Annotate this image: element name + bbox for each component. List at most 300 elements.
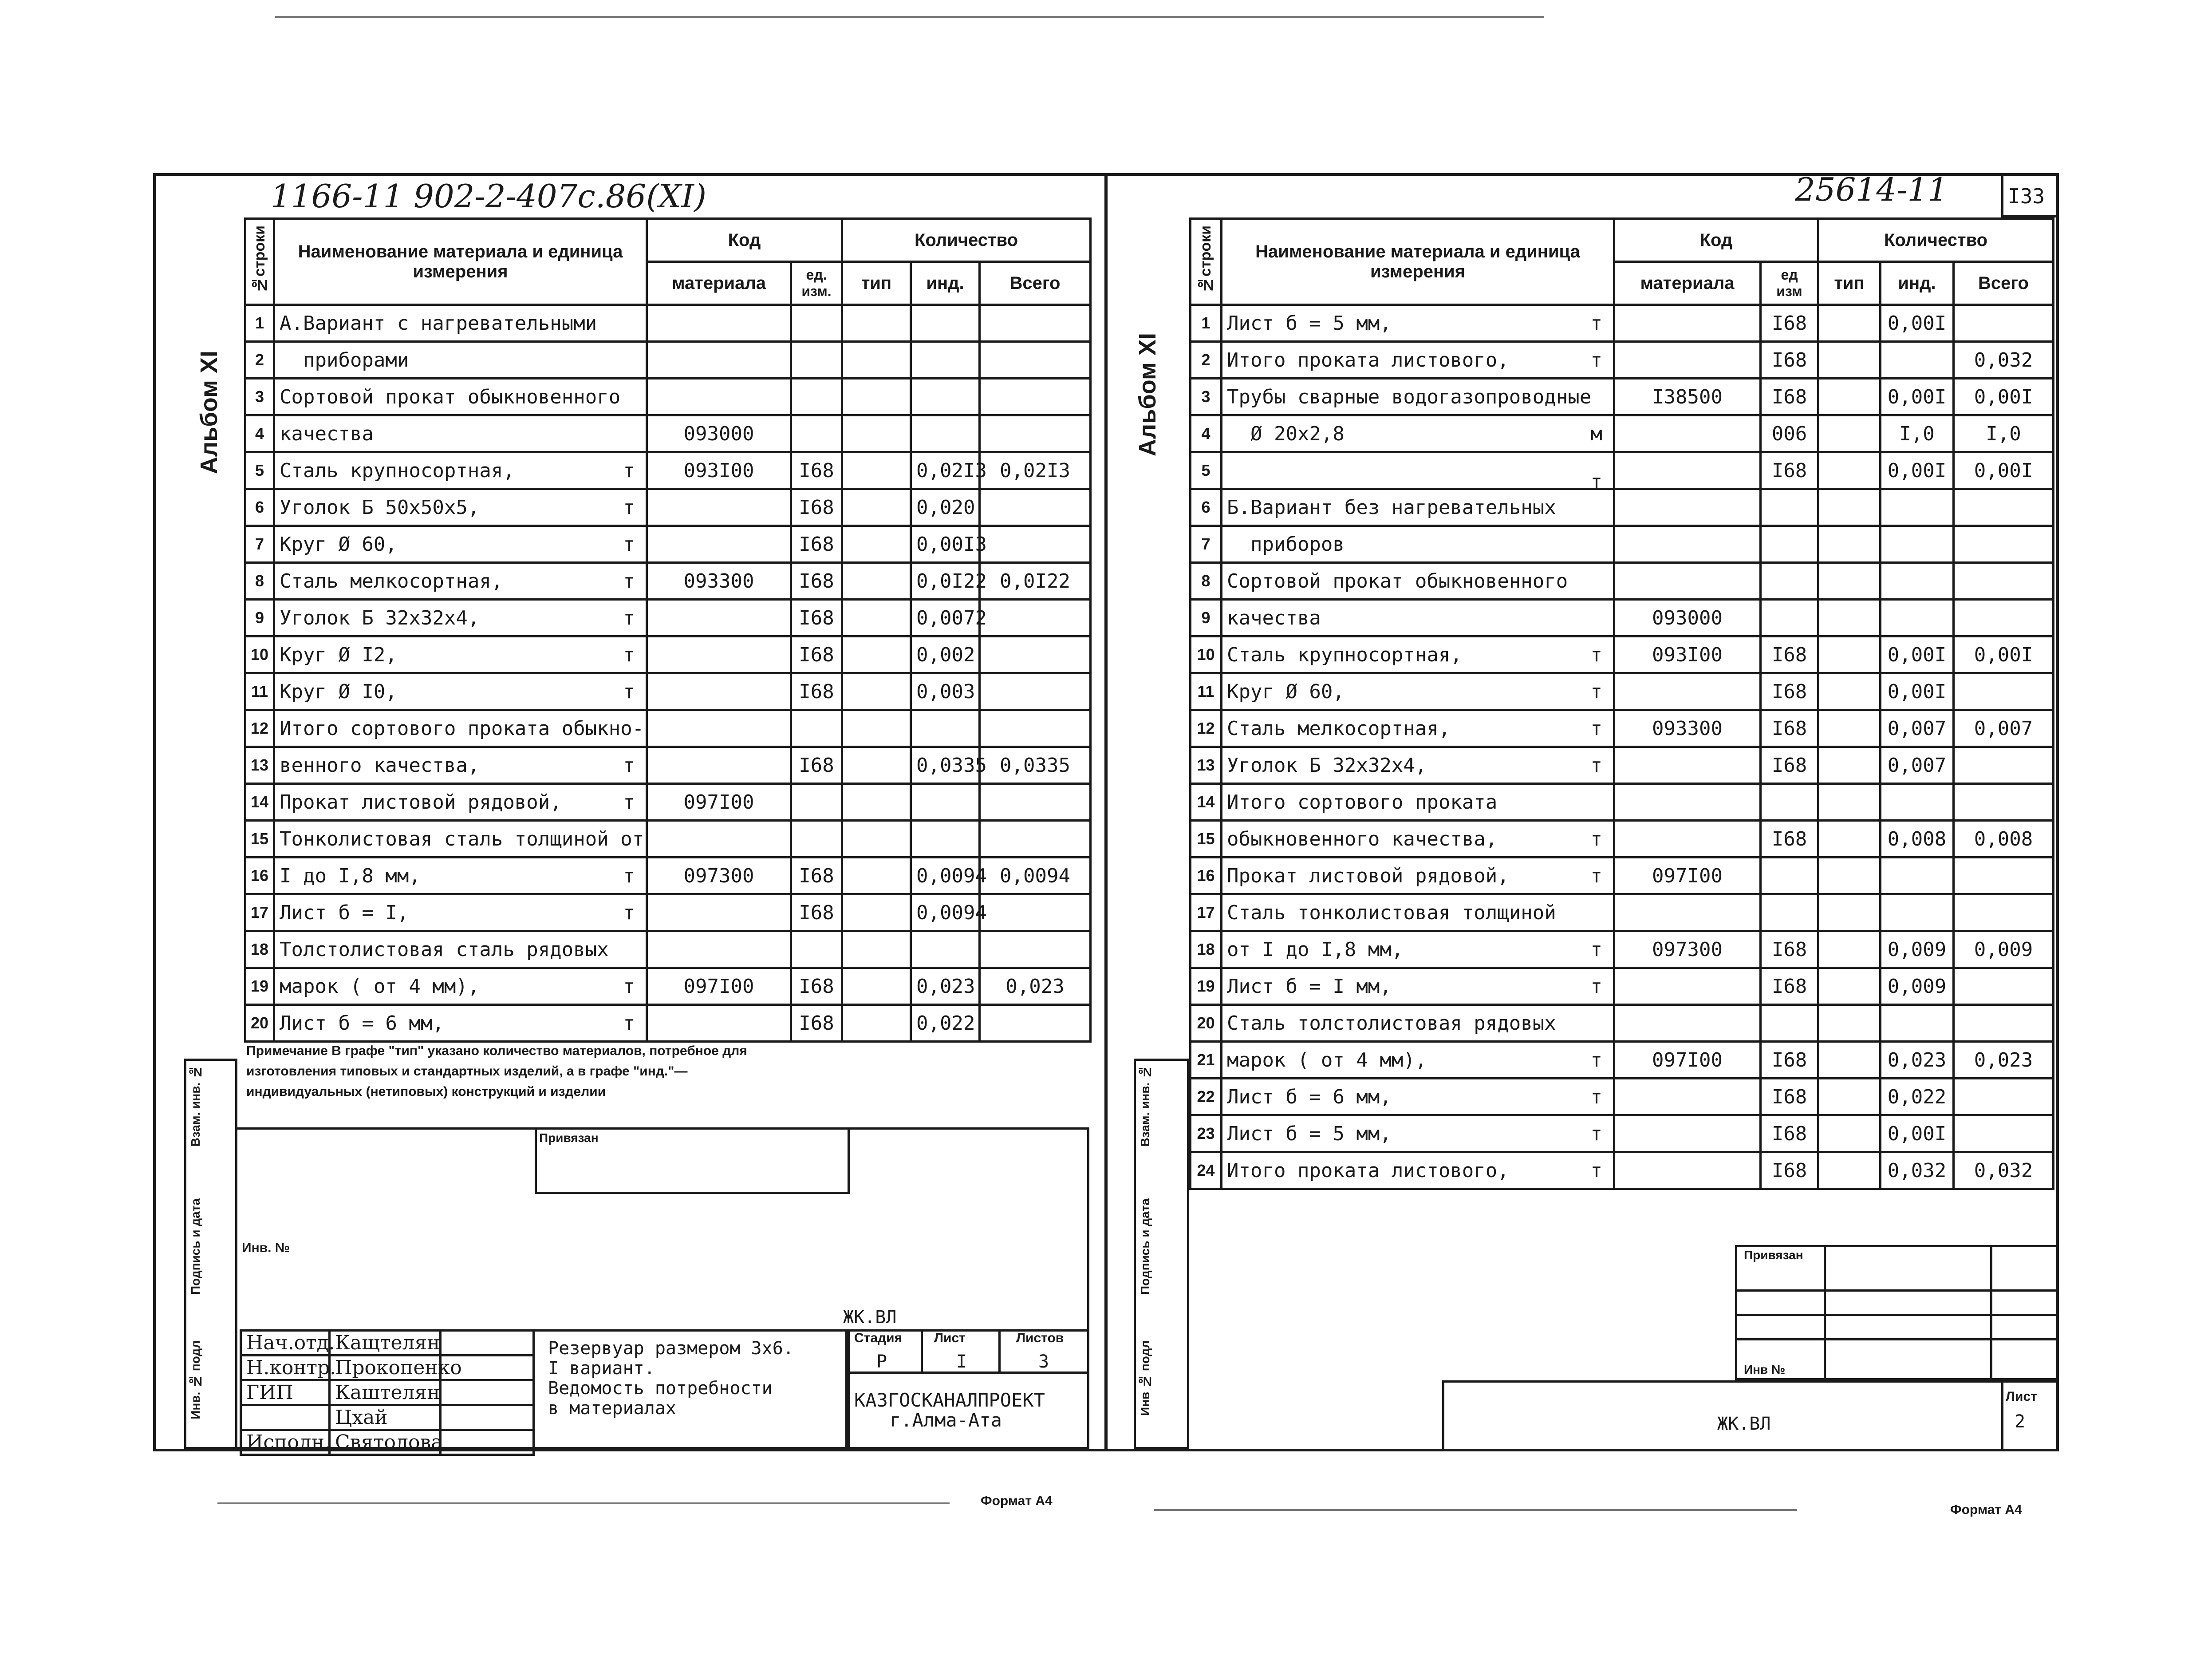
right-table-row: [1191, 489, 2054, 526]
left-row-number-cell: 8: [245, 563, 274, 600]
signature-cell: [441, 1430, 534, 1455]
left-unit-code-cell: I68: [791, 894, 842, 931]
right-material-code-cell: [1614, 342, 1761, 379]
right-unit-code-cell: [1761, 1005, 1818, 1042]
right-qty-type-cell: [1818, 1042, 1881, 1079]
left-qty-total-cell: [980, 526, 1091, 563]
left-org-name: КАЗГОСКАНАЛПРОЕКТ: [854, 1389, 1045, 1411]
left-col-code-header: Код: [647, 219, 842, 262]
left-row-number-cell: 3: [245, 379, 274, 415]
left-material-name-text: венного качества,: [280, 754, 480, 777]
right-unit-text: т: [1590, 1122, 1602, 1145]
right-unit-text: т: [1590, 1159, 1602, 1182]
right-qty-type-cell: [1818, 342, 1881, 379]
left-unit-code-cell: [791, 342, 842, 379]
right-table-row: [1191, 526, 2054, 563]
left-qty-total-cell: 0,0I22: [980, 563, 1091, 600]
signature-cell: [441, 1331, 534, 1356]
right-qty-total-cell: [1954, 489, 2054, 526]
right-unit-code-cell: [1761, 489, 1818, 526]
left-qty-type-cell: [842, 379, 911, 415]
right-material-name-text: Лист б = 5 мм,: [1227, 312, 1392, 335]
left-col-num-header: №строки: [245, 219, 274, 305]
left-material-name-text: Круг Ø I0,: [280, 680, 397, 703]
right-table-row: [1191, 968, 2054, 1005]
right-qty-ind-cell: 0,022: [1881, 1079, 1954, 1115]
left-material-name-text: Прокат листовой рядовой,: [280, 790, 562, 814]
right-material-code-cell: I38500: [1614, 379, 1761, 415]
left-qty-total-cell: 0,0335: [980, 747, 1091, 784]
left-table-row: [245, 342, 1091, 379]
right-material-code-cell: [1614, 747, 1761, 784]
left-material-code-cell: [647, 710, 791, 747]
left-bottom-scan-rule: [217, 1502, 950, 1504]
left-row-number-cell: 12: [245, 710, 274, 747]
left-qty-total-cell: [980, 415, 1091, 452]
left-note: Примечание В графе "тип" указано количество материалов, потребное для изготовления типовых и стандартных изделий, а в графе "инд."— индивидуальных (нетиповых) конструкций и изделии: [246, 1043, 747, 1099]
left-row-number-cell: 9: [245, 600, 274, 636]
signer-role: [241, 1405, 330, 1430]
right-row-number-cell: 20: [1191, 1005, 1222, 1042]
right-row-number-cell: 13: [1191, 747, 1222, 784]
right-qty-total-cell: [1954, 747, 2054, 784]
right-header-row-1: [1191, 219, 2054, 262]
left-table-row: [245, 636, 1091, 673]
left-qty-type-cell: [842, 526, 911, 563]
left-qty-ind-cell: [911, 415, 980, 452]
left-qty-total-cell: [980, 894, 1091, 931]
right-row-number-cell: 21: [1191, 1042, 1222, 1079]
right-qty-total-cell: 0,008: [1954, 821, 2054, 858]
left-qty-ind-cell: [911, 305, 980, 342]
right-row-number-cell: 19: [1191, 968, 1222, 1005]
left-col-code-unit: ед. изм.: [791, 262, 842, 305]
right-material-name-text: от I до I,8 мм,: [1227, 938, 1404, 961]
right-material-name-cell: [1222, 1042, 1614, 1079]
left-qty-ind-cell: 0,0072: [911, 600, 980, 636]
signer-role: ГИП: [241, 1380, 330, 1405]
right-unit-code-cell: [1761, 858, 1818, 894]
right-table-row: [1191, 636, 2054, 673]
right-table-row: [1191, 1005, 2054, 1042]
left-material-name-text: Сталь мелкосортная,: [280, 569, 503, 593]
right-material-name-cell: [1222, 1005, 1614, 1042]
right-unit-text: т: [1590, 717, 1602, 740]
left-materials-table: [244, 217, 1092, 1043]
right-material-code-cell: 097I00: [1614, 1042, 1761, 1079]
right-qty-type-cell: [1818, 673, 1881, 710]
left-qty-ind-cell: 0,002: [911, 636, 980, 673]
signer-row: [241, 1405, 534, 1430]
left-sheet-value: I: [956, 1352, 967, 1372]
right-qty-ind-cell: 0,008: [1881, 821, 1954, 858]
right-unit-code-cell: I68: [1761, 1152, 1818, 1189]
left-material-name-cell: [274, 342, 647, 379]
right-privyazan-label: Привязан: [1744, 1248, 1803, 1262]
right-qty-total-cell: [1954, 1005, 2054, 1042]
left-material-name-text: Уголок Б 50х50х5,: [280, 496, 480, 519]
right-qty-type-cell: [1818, 784, 1881, 821]
right-col-name-header: Наименование материала и единица измерения: [1222, 219, 1614, 305]
right-table-row: [1191, 379, 2054, 415]
right-unit-code-cell: I68: [1761, 968, 1818, 1005]
left-qty-total-cell: [980, 821, 1091, 858]
left-material-name-cell: [274, 747, 647, 784]
left-row-number-cell: 11: [245, 673, 274, 710]
right-unit-code-cell: I68: [1761, 305, 1818, 342]
left-material-name-cell: [274, 636, 647, 673]
right-material-name-cell: [1222, 342, 1614, 379]
right-qty-ind-cell: [1881, 784, 1954, 821]
right-table-row: [1191, 784, 2054, 821]
right-unit-text: т: [1590, 1085, 1602, 1108]
right-material-name-text: Лист б = 5 мм,: [1227, 1122, 1392, 1145]
right-material-name-text: марок ( от 4 мм),: [1227, 1048, 1427, 1071]
right-qty-type-cell: [1818, 1005, 1881, 1042]
right-material-name-text: Лист б = I мм,: [1227, 975, 1392, 998]
left-qty-type-cell: [842, 342, 911, 379]
left-row-number-cell: 7: [245, 526, 274, 563]
left-material-code-cell: [647, 1005, 791, 1042]
right-unit-text: т: [1590, 643, 1602, 666]
right-row-number-cell: 4: [1191, 415, 1222, 452]
right-privyazan-col: [1824, 1245, 1992, 1380]
left-material-code-cell: [647, 894, 791, 931]
signer-row: [241, 1380, 534, 1405]
left-table-row: [245, 821, 1091, 858]
right-qty-ind-cell: [1881, 342, 1954, 379]
left-material-code-cell: [647, 673, 791, 710]
left-qty-type-cell: [842, 968, 911, 1005]
left-table-row: [245, 489, 1091, 526]
left-material-name-cell: [274, 489, 647, 526]
right-row-number-cell: 12: [1191, 710, 1222, 747]
left-material-code-cell: 093000: [647, 415, 791, 452]
left-qty-total-cell: 0,0094: [980, 858, 1091, 894]
left-qty-ind-cell: [911, 821, 980, 858]
right-unit-code-cell: I68: [1761, 1042, 1818, 1079]
left-unit-text: т: [623, 606, 635, 629]
signer-role: Исполн.: [241, 1430, 330, 1455]
left-material-code-cell: [647, 636, 791, 673]
signer-role: Нач.отд.: [241, 1331, 330, 1356]
left-qty-ind-cell: 0,0I22: [911, 563, 980, 600]
right-unit-text: т: [1590, 864, 1602, 887]
right-row-number-cell: 23: [1191, 1115, 1222, 1152]
left-qty-ind-cell: [911, 931, 980, 968]
left-unit-text: т: [623, 754, 635, 777]
signer-name: Святолова: [330, 1430, 441, 1455]
left-col-code-mat: материала: [647, 262, 791, 305]
left-qty-total-cell: [980, 305, 1091, 342]
right-qty-ind-cell: 0,00I: [1881, 636, 1954, 673]
right-material-name-text: качества: [1227, 606, 1321, 629]
left-qty-type-cell: [842, 600, 911, 636]
left-unit-text: т: [623, 901, 635, 924]
left-qty-ind-cell: 0,00I3: [911, 526, 980, 563]
right-unit-text: м: [1590, 422, 1602, 445]
left-material-name-cell: [274, 710, 647, 747]
left-material-name-cell: [274, 415, 647, 452]
left-row-number-cell: 4: [245, 415, 274, 452]
right-unit-code-cell: I68: [1761, 821, 1818, 858]
right-material-name-cell: [1222, 563, 1614, 600]
left-qty-ind-cell: 0,020: [911, 489, 980, 526]
left-qty-total-cell: [980, 1005, 1091, 1042]
right-qty-total-cell: [1954, 600, 2054, 636]
right-qty-total-cell: [1954, 1115, 2054, 1152]
right-qty-ind-cell: I,0: [1881, 415, 1954, 452]
right-col-code-mat: материала: [1614, 262, 1761, 305]
left-row-number-cell: 5: [245, 452, 274, 489]
left-table-row: [245, 526, 1091, 563]
right-material-code-cell: [1614, 305, 1761, 342]
left-table-row: [245, 968, 1091, 1005]
left-material-name-text: Круг Ø 60,: [280, 533, 397, 556]
left-qty-total-cell: [980, 600, 1091, 636]
right-qty-ind-cell: 0,00I: [1881, 305, 1954, 342]
signer-row: [241, 1356, 534, 1380]
left-unit-code-cell: [791, 415, 842, 452]
right-table-row: [1191, 1042, 2054, 1079]
right-material-name-cell: [1222, 636, 1614, 673]
right-qty-type-cell: [1818, 747, 1881, 784]
right-unit-code-cell: [1761, 600, 1818, 636]
right-qty-ind-cell: 0,009: [1881, 968, 1954, 1005]
right-format-label: Формат А4: [1950, 1502, 2022, 1517]
right-row-number-cell: 3: [1191, 379, 1222, 415]
right-material-code-cell: [1614, 968, 1761, 1005]
left-stage-header: Стадия: [854, 1331, 903, 1345]
left-qty-total-cell: 0,02I3: [980, 452, 1091, 489]
left-row-number-cell: 19: [245, 968, 274, 1005]
right-qty-ind-cell: 0,009: [1881, 931, 1954, 968]
right-material-name-cell: [1222, 710, 1614, 747]
left-material-name-text: Итого сортового проката обыкно-: [280, 717, 644, 740]
left-material-name-cell: [274, 305, 647, 342]
right-qty-total-cell: [1954, 563, 2054, 600]
right-qty-type-cell: [1818, 305, 1881, 342]
right-row-number-cell: 1: [1191, 305, 1222, 342]
left-inv-no-label: Инв. №: [242, 1241, 290, 1255]
left-row-number-cell: 14: [245, 784, 274, 821]
right-row-number-cell: 7: [1191, 526, 1222, 563]
left-unit-code-cell: I68: [791, 858, 842, 894]
right-qty-total-cell: [1954, 858, 2054, 894]
left-unit-code-cell: I68: [791, 1005, 842, 1042]
left-qty-ind-cell: 0,023: [911, 968, 980, 1005]
right-qty-total-cell: [1954, 526, 2054, 563]
left-qty-type-cell: [842, 636, 911, 673]
left-unit-code-cell: I68: [791, 563, 842, 600]
right-material-name-cell: [1222, 894, 1614, 931]
right-table-row: [1191, 821, 2054, 858]
right-table-row: [1191, 415, 2054, 452]
right-qty-type-cell: [1818, 1079, 1881, 1115]
left-col-qty-total: Всего: [980, 262, 1091, 305]
right-col-num-header: №строки: [1191, 219, 1222, 305]
left-unit-code-cell: I68: [791, 636, 842, 673]
left-unit-code-cell: I68: [791, 600, 842, 636]
left-material-name-cell: [274, 784, 647, 821]
right-col-code-unit: ед изм: [1761, 262, 1818, 305]
left-material-code-cell: 097I00: [647, 968, 791, 1005]
left-row-number-cell: 20: [245, 1005, 274, 1042]
left-qty-type-cell: [842, 784, 911, 821]
right-side-label-1: Взам. инв. №: [1138, 1065, 1152, 1147]
left-unit-text: т: [623, 569, 635, 593]
right-material-name-text: обыкновенного качества,: [1227, 827, 1498, 850]
left-material-name-text: Тонколистовая сталь толщиной от: [280, 827, 644, 850]
left-format-label: Формат А4: [981, 1494, 1053, 1508]
left-row-number-cell: 18: [245, 931, 274, 968]
right-material-name-cell: [1222, 747, 1614, 784]
right-qty-type-cell: [1818, 931, 1881, 968]
right-material-code-cell: 093000: [1614, 600, 1761, 636]
left-table-row: [245, 858, 1091, 894]
left-table-row: [245, 563, 1091, 600]
right-material-code-cell: [1614, 894, 1761, 931]
right-row-number-cell: 5: [1191, 452, 1222, 489]
left-col-qty-ind: инд.: [911, 262, 980, 305]
left-row-number-cell: 13: [245, 747, 274, 784]
right-qty-type-cell: [1818, 452, 1881, 489]
right-qty-total-cell: [1954, 894, 2054, 931]
left-material-name-text: Лист б = 6 мм,: [280, 1012, 444, 1035]
right-row-number-cell: 8: [1191, 563, 1222, 600]
right-col-qty-type: тип: [1818, 262, 1881, 305]
right-unit-text: т: [1590, 754, 1602, 777]
right-material-name-text: Итого проката листового,: [1227, 1159, 1509, 1182]
right-qty-type-cell: [1818, 489, 1881, 526]
right-row-number-cell: 18: [1191, 931, 1222, 968]
right-material-name-text: Ø 20х2,8: [1227, 422, 1345, 445]
right-row-number-cell: 9: [1191, 600, 1222, 636]
signature-cell: [441, 1380, 534, 1405]
signer-name: Цхай: [330, 1405, 441, 1430]
left-qty-type-cell: [842, 673, 911, 710]
left-qty-type-cell: [842, 305, 911, 342]
right-unit-text: т: [1590, 938, 1602, 961]
left-row-number-cell: 10: [245, 636, 274, 673]
left-table-row: [245, 747, 1091, 784]
right-material-code-cell: [1614, 452, 1761, 489]
right-unit-code-cell: I68: [1761, 1115, 1818, 1152]
right-material-name-text: Б.Вариант без нагревательных: [1227, 496, 1556, 519]
left-col-qty-type: тип: [842, 262, 911, 305]
right-qty-total-cell: [1954, 784, 2054, 821]
left-doc-code: 1166-11 902-2-407с.86(XI): [271, 178, 707, 215]
left-qty-type-cell: [842, 821, 911, 858]
right-qty-type-cell: [1818, 858, 1881, 894]
right-material-name-cell: [1222, 784, 1614, 821]
left-qty-ind-cell: [911, 379, 980, 415]
right-unit-code-cell: I68: [1761, 710, 1818, 747]
left-qty-total-cell: [980, 489, 1091, 526]
right-row-number-cell: 15: [1191, 821, 1222, 858]
right-qty-ind-cell: 0,032: [1881, 1152, 1954, 1189]
right-qty-type-cell: [1818, 415, 1881, 452]
right-qty-type-cell: [1818, 968, 1881, 1005]
left-qty-total-cell: [980, 379, 1091, 415]
right-unit-code-cell: I68: [1761, 452, 1818, 489]
right-material-name-text: Сортовой прокат обыкновенного: [1227, 569, 1568, 593]
right-qty-ind-cell: [1881, 1005, 1954, 1042]
right-material-name-cell: [1222, 379, 1614, 415]
left-table-row: [245, 894, 1091, 931]
right-table-row: [1191, 931, 2054, 968]
left-material-name-cell: [274, 526, 647, 563]
right-qty-type-cell: [1818, 1152, 1881, 1189]
left-material-name-text: Лист б = I,: [280, 901, 409, 924]
right-material-name-cell: [1222, 931, 1614, 968]
right-unit-code-cell: [1761, 784, 1818, 821]
right-sheet-header: Лист: [2006, 1389, 2037, 1404]
right-qty-ind-cell: 0,023: [1881, 1042, 1954, 1079]
right-material-name-text: Уголок Б 32х32х4,: [1227, 754, 1427, 777]
left-qty-total-cell: [980, 342, 1091, 379]
right-material-code-cell: 093I00: [1614, 636, 1761, 673]
right-material-code-cell: 097300: [1614, 931, 1761, 968]
left-qty-type-cell: [842, 710, 911, 747]
left-qty-type-cell: [842, 858, 911, 894]
left-side-label-3: Инв. № подл: [189, 1340, 202, 1419]
right-material-name-text: Сталь тонколистовая толщиной: [1227, 901, 1556, 924]
right-unit-code-cell: I68: [1761, 379, 1818, 415]
left-col-name-header: Наименование материала и единица измерения: [274, 219, 647, 305]
right-qty-type-cell: [1818, 894, 1881, 931]
left-unit-text: т: [623, 864, 635, 887]
right-sheet-value: 2: [2015, 1411, 2026, 1432]
right-qty-type-cell: [1818, 600, 1881, 636]
left-qty-type-cell: [842, 489, 911, 526]
right-material-code-cell: [1614, 1005, 1761, 1042]
left-qty-type-cell: [842, 747, 911, 784]
left-material-name-cell: [274, 600, 647, 636]
right-table-row: [1191, 1079, 2054, 1115]
right-material-name-cell: [1222, 305, 1614, 342]
left-material-code-cell: [647, 342, 791, 379]
right-material-name-text: Прокат листовой рядовой,: [1227, 864, 1509, 887]
left-unit-text: т: [623, 459, 635, 482]
right-material-code-cell: 093300: [1614, 710, 1761, 747]
right-material-name-cell: [1222, 821, 1614, 858]
signer-role: Н.контр.: [241, 1356, 330, 1380]
left-material-code-cell: [647, 821, 791, 858]
right-material-code-cell: [1614, 563, 1761, 600]
right-material-name-cell: [1222, 526, 1614, 563]
right-qty-total-cell: [1954, 305, 2054, 342]
left-table-row: [245, 931, 1091, 968]
left-unit-text: т: [623, 680, 635, 703]
left-qty-ind-cell: [911, 710, 980, 747]
right-table-row: [1191, 600, 2054, 636]
right-col-qty-ind: инд.: [1881, 262, 1954, 305]
left-unit-code-cell: [791, 305, 842, 342]
right-material-code-cell: [1614, 489, 1761, 526]
right-table-row: [1191, 747, 2054, 784]
right-qty-total-cell: 0,032: [1954, 342, 2054, 379]
left-row-number-cell: 16: [245, 858, 274, 894]
right-material-code-cell: [1614, 673, 1761, 710]
right-bottom-scan-rule: [1154, 1509, 1797, 1511]
left-unit-text: т: [623, 643, 635, 666]
right-material-name-cell: [1222, 600, 1614, 636]
left-material-code-cell: [647, 379, 791, 415]
right-table-row: [1191, 342, 2054, 379]
left-material-name-cell: [274, 821, 647, 858]
left-qty-ind-cell: [911, 342, 980, 379]
